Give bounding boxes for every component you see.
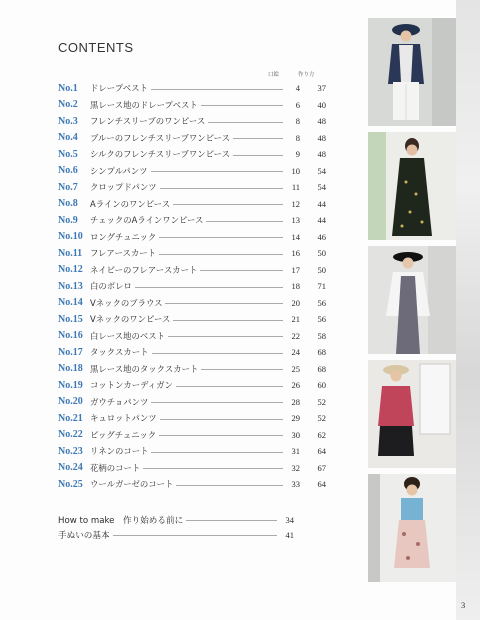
toc-item-photo-page: 29 [291,413,300,424]
column-header-photo: 口絵 [268,72,280,78]
toc-item-howto-page: 50 [317,264,326,275]
toc-item[interactable] [58,295,326,312]
page-edge-decoration [456,0,480,620]
toc-item[interactable] [58,377,326,394]
toc-item-photo-page: 6 [295,99,300,110]
toc-item-photo-page: 26 [291,380,300,391]
toc-item-title: フレンチスリーブのワンピース [90,116,206,127]
toc-item-title: タックスカート [90,347,149,358]
toc-item-howto-page: 48 [317,149,326,160]
extra-item-page: 34 [285,514,294,525]
toc-item[interactable] [58,328,326,345]
toc-item-photo-page: 18 [291,281,300,292]
toc-item-howto-page: 48 [317,132,326,143]
toc-item-title: キュロットパンツ [90,413,157,424]
leader-line [160,419,283,420]
toc-item-howto-page: 67 [317,462,326,473]
toc-item-title: フレアースカート [90,248,156,259]
toc-item-number: No.2 [58,99,78,111]
toc-item-title: リネンのコート [90,446,149,457]
toc-item-number: No.22 [58,429,83,441]
leader-line [201,369,283,370]
extra-item-page: 41 [285,529,294,540]
toc-item-title: クロップドパンツ [90,182,157,193]
toc-item-number: No.19 [58,379,83,391]
toc-item-photo-page: 21 [291,314,300,325]
photo-column [368,18,456,588]
toc-item-howto-page: 44 [317,215,326,226]
toc-item[interactable] [58,476,326,493]
toc-item-number: No.10 [58,231,83,243]
leader-line [168,336,283,337]
toc-item-howto-page: 64 [317,446,326,457]
leader-line [176,386,283,387]
page-number: 3 [461,600,466,610]
toc-item-photo-page: 4 [295,83,300,94]
extra-item[interactable] [58,527,294,542]
toc-item-number: No.17 [58,346,83,358]
toc-item-title: コットンカーディガン [90,380,173,391]
toc-item[interactable] [58,97,326,114]
leader-line [159,237,283,238]
photo-blouse [368,360,456,468]
toc-item-number: No.23 [58,445,83,457]
photo-skirt [368,474,456,582]
toc-item-howto-page: 44 [317,198,326,209]
leader-line [143,468,283,469]
toc-item-number: No.11 [58,247,83,259]
toc-item-title: 白のボレロ [90,281,132,292]
toc-item-photo-page: 24 [291,347,300,358]
leader-line [208,122,283,123]
toc-item[interactable] [58,394,326,411]
toc-item-howto-page: 68 [317,363,326,374]
toc-item-number: No.24 [58,462,83,474]
toc-item-photo-page: 17 [291,264,300,275]
toc-item-howto-page: 64 [317,479,326,490]
toc-item-howto-page: 58 [317,330,326,341]
toc-item[interactable] [58,361,326,378]
toc-item-title: 花柄のコート [90,462,141,473]
page-title: CONTENTS [58,40,134,55]
toc-item-howto-page: 71 [317,281,326,292]
toc-item-photo-page: 28 [291,396,300,407]
toc-item-title: ネイビーのフレアースカート [90,264,198,275]
toc-item[interactable] [58,278,326,295]
toc-item[interactable] [58,262,326,279]
toc-item-photo-page: 9 [295,149,300,160]
extra-list [58,512,294,542]
toc-item-howto-page: 48 [317,116,326,127]
leader-line [165,303,283,304]
toc-item-photo-page: 30 [291,429,300,440]
leader-line [233,138,283,139]
toc-item[interactable] [58,427,326,444]
toc-item[interactable] [58,146,326,163]
toc-item[interactable] [58,443,326,460]
leader-line [201,105,283,106]
toc-item[interactable] [58,212,326,229]
toc-item[interactable] [58,113,326,130]
toc-item-number: No.9 [58,214,78,226]
toc-item-photo-page: 8 [295,132,300,143]
toc-item-title: 白レース地のベスト [90,330,165,341]
toc-item-number: No.3 [58,115,78,127]
leader-line [186,520,277,521]
toc-item-number: No.18 [58,363,83,375]
toc-item-number: No.14 [58,297,83,309]
leader-line [151,402,283,403]
toc-item-photo-page: 14 [291,231,300,242]
toc-item-howto-page: 56 [317,314,326,325]
toc-item-photo-page: 12 [291,198,300,209]
toc-item-number: No.20 [58,396,83,408]
toc-item-photo-page: 8 [295,116,300,127]
leader-line [151,171,284,172]
toc-item-number: No.21 [58,412,83,424]
toc-item-title: 黒レース地のタックスカート [90,363,199,374]
toc-item[interactable] [58,245,326,262]
toc-item-number: No.1 [58,82,78,94]
toc-list [58,80,326,493]
toc-item[interactable] [58,410,326,427]
photo-dress [368,132,456,240]
toc-item[interactable] [58,344,326,361]
toc-item-photo-page: 16 [291,248,300,259]
leader-line [151,452,283,453]
toc-item-title: ブルーのフレンチスリーブワンピース [90,132,230,143]
leader-line [160,188,283,189]
toc-item-howto-page: 62 [317,429,326,440]
toc-item-number: No.13 [58,280,83,292]
toc-item-title: ビッグチュニック [90,429,157,440]
leader-line [176,485,283,486]
leader-line [151,89,283,90]
toc-item-photo-page: 25 [291,363,300,374]
toc-item-photo-page: 22 [291,330,300,341]
toc-item-number: No.7 [58,181,78,193]
toc-item-number: No.5 [58,148,78,160]
toc-item-number: No.4 [58,132,78,144]
toc-item-title: ロングチュニック [90,231,157,242]
toc-item[interactable] [58,311,326,328]
extra-item-title: How to make 作り始める前に [58,515,184,526]
leader-line [233,155,283,156]
toc-item-number: No.15 [58,313,83,325]
toc-item[interactable] [58,229,326,246]
toc-item-howto-page: 46 [317,231,326,242]
toc-item-howto-page: 37 [317,83,326,94]
toc-item-photo-page: 32 [291,462,300,473]
toc-item-number: No.12 [58,264,83,276]
toc-item-title: Aラインのワンピース [90,198,171,209]
toc-item-photo-page: 31 [291,446,300,457]
toc-item-number: No.8 [58,198,78,210]
leader-line [200,270,283,271]
photo-bolero [368,246,456,354]
toc-item[interactable] [58,196,326,213]
toc-item-howto-page: 50 [317,248,326,259]
leader-line [173,320,283,321]
leader-line [159,435,283,436]
leader-line [135,287,283,288]
leader-line [206,221,283,222]
toc-item-photo-page: 10 [291,165,300,176]
leader-line [173,204,283,205]
leader-line [113,535,277,536]
toc-item-title: チェックのAラインワンピース [90,215,204,226]
column-header-howto: 作り方 [298,72,315,78]
toc-item-howto-page: 52 [317,413,326,424]
toc-item[interactable] [58,163,326,180]
toc-item-title: Vネックのワンピース [90,314,171,325]
toc-item-number: No.16 [58,330,83,342]
toc-item-howto-page: 40 [317,99,326,110]
toc-item-photo-page: 33 [291,479,300,490]
toc-item-howto-page: 54 [317,182,326,193]
toc-item-howto-page: 52 [317,396,326,407]
extra-item-title: 手ぬいの基本 [58,530,110,541]
toc-item-title: ガウチョパンツ [90,396,149,407]
toc-item-howto-page: 54 [317,165,326,176]
toc-item-photo-page: 20 [291,297,300,308]
toc-item[interactable] [58,460,326,477]
toc-item-howto-page: 60 [317,380,326,391]
toc-item-title: Vネックのブラウス [90,297,163,308]
toc-item-title: シンプルパンツ [90,165,148,176]
toc-item-title: シルクのフレンチスリーブワンピース [90,149,230,160]
leader-line [159,254,283,255]
toc-item-howto-page: 56 [317,297,326,308]
toc-item-photo-page: 11 [291,182,300,193]
toc-item-photo-page: 13 [291,215,300,226]
toc-item[interactable] [58,130,326,147]
photo-vest [368,18,456,126]
leader-line [152,353,283,354]
toc-item-title: 黒レース地のドレープベスト [90,99,198,110]
toc-item-title: ドレープベスト [90,83,148,94]
toc-item-howto-page: 68 [317,347,326,358]
toc-item-title: ウールガーゼのコート [90,479,174,490]
toc-item[interactable] [58,80,326,97]
toc-item[interactable] [58,179,326,196]
extra-item[interactable] [58,512,294,527]
toc-item-number: No.25 [58,478,83,490]
toc-item-number: No.6 [58,165,78,177]
